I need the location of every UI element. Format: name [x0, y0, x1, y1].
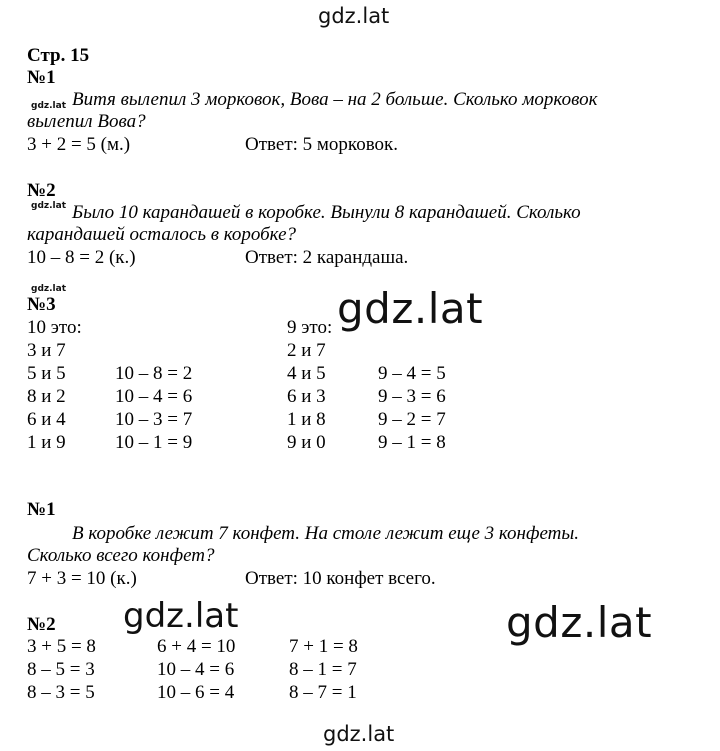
section2-problem-line2: карандашей осталось в коробке? [27, 224, 297, 245]
section1-solution: 3 + 2 = 5 (м.) [27, 134, 131, 155]
section1-problem-line2: вылепил Вова? [27, 111, 146, 132]
section3-r0-c: 2 и 7 [287, 340, 326, 361]
section4-problem-line1: В коробке лежит 7 конфет. На столе лежит еще 3 конфеты. [72, 523, 579, 544]
section3-r4-b: 10 – 1 = 9 [115, 432, 193, 453]
section5-r1-a: 8 – 5 = 3 [27, 659, 95, 680]
section2-problem-line1: Было 10 карандашей в коробке. Вынули 8 карандашей. Сколько [72, 202, 581, 223]
watermark-big-2: gdz.lat [123, 596, 239, 636]
watermark-small-2: gdz.lat [31, 201, 67, 211]
section3-r4-a: 1 и 9 [27, 432, 66, 453]
section5-r2-a: 8 – 3 = 5 [27, 682, 95, 703]
section5-r0-a: 3 + 5 = 8 [27, 636, 96, 657]
section3-r2-c: 6 и 3 [287, 386, 326, 407]
section2-answer: Ответ: 2 карандаша. [245, 247, 409, 268]
section4-answer: Ответ: 10 конфет всего. [245, 568, 436, 589]
section5-r2-b: 10 – 6 = 4 [157, 682, 235, 703]
section4-problem-line2: Сколько всего конфет? [27, 545, 215, 566]
section3-col3-title: 9 это: [287, 317, 333, 338]
section2-solution: 10 – 8 = 2 (к.) [27, 247, 136, 268]
section3-r1-c: 4 и 5 [287, 363, 326, 384]
section1-number: №1 [27, 67, 56, 88]
section3-r1-a: 5 и 5 [27, 363, 66, 384]
section3-col1-title: 10 это: [27, 317, 82, 338]
section3-number: №3 [27, 294, 56, 315]
section3-r1-d: 9 – 4 = 5 [378, 363, 446, 384]
section3-r3-a: 6 и 4 [27, 409, 66, 430]
section3-r4-d: 9 – 1 = 8 [378, 432, 446, 453]
section4-number: №1 [27, 499, 56, 520]
watermark-small-3: gdz.lat [31, 284, 67, 294]
watermark-big-1: gdz.lat [337, 284, 484, 333]
section3-r1-b: 10 – 8 = 2 [115, 363, 193, 384]
section3-r2-b: 10 – 4 = 6 [115, 386, 193, 407]
section5-number: №2 [27, 614, 56, 635]
watermark-big-3: gdz.lat [506, 598, 653, 647]
section5-r0-c: 7 + 1 = 8 [289, 636, 358, 657]
section3-r2-a: 8 и 2 [27, 386, 66, 407]
section3-r3-d: 9 – 2 = 7 [378, 409, 446, 430]
section3-r3-c: 1 и 8 [287, 409, 326, 430]
section3-r3-b: 10 – 3 = 7 [115, 409, 193, 430]
section5-r1-b: 10 – 4 = 6 [157, 659, 235, 680]
section4-solution: 7 + 3 = 10 (к.) [27, 568, 137, 589]
section2-number: №2 [27, 180, 56, 201]
section3-r2-d: 9 – 3 = 6 [378, 386, 446, 407]
section3-r0-a: 3 и 7 [27, 340, 66, 361]
section1-problem-line1: Витя вылепил 3 морковок, Вова – на 2 больше. Сколько морковок [72, 89, 598, 110]
section5-r0-b: 6 + 4 = 10 [157, 636, 236, 657]
watermark-small-1: gdz.lat [31, 101, 67, 111]
section1-answer: Ответ: 5 морковок. [245, 134, 399, 155]
watermark-bottom: gdz.lat [323, 722, 395, 746]
page-header: Стр. 15 [27, 45, 90, 66]
watermark-top: gdz.lat [318, 4, 390, 28]
section5-r2-c: 8 – 7 = 1 [289, 682, 357, 703]
section3-r4-c: 9 и 0 [287, 432, 326, 453]
section5-r1-c: 8 – 1 = 7 [289, 659, 357, 680]
